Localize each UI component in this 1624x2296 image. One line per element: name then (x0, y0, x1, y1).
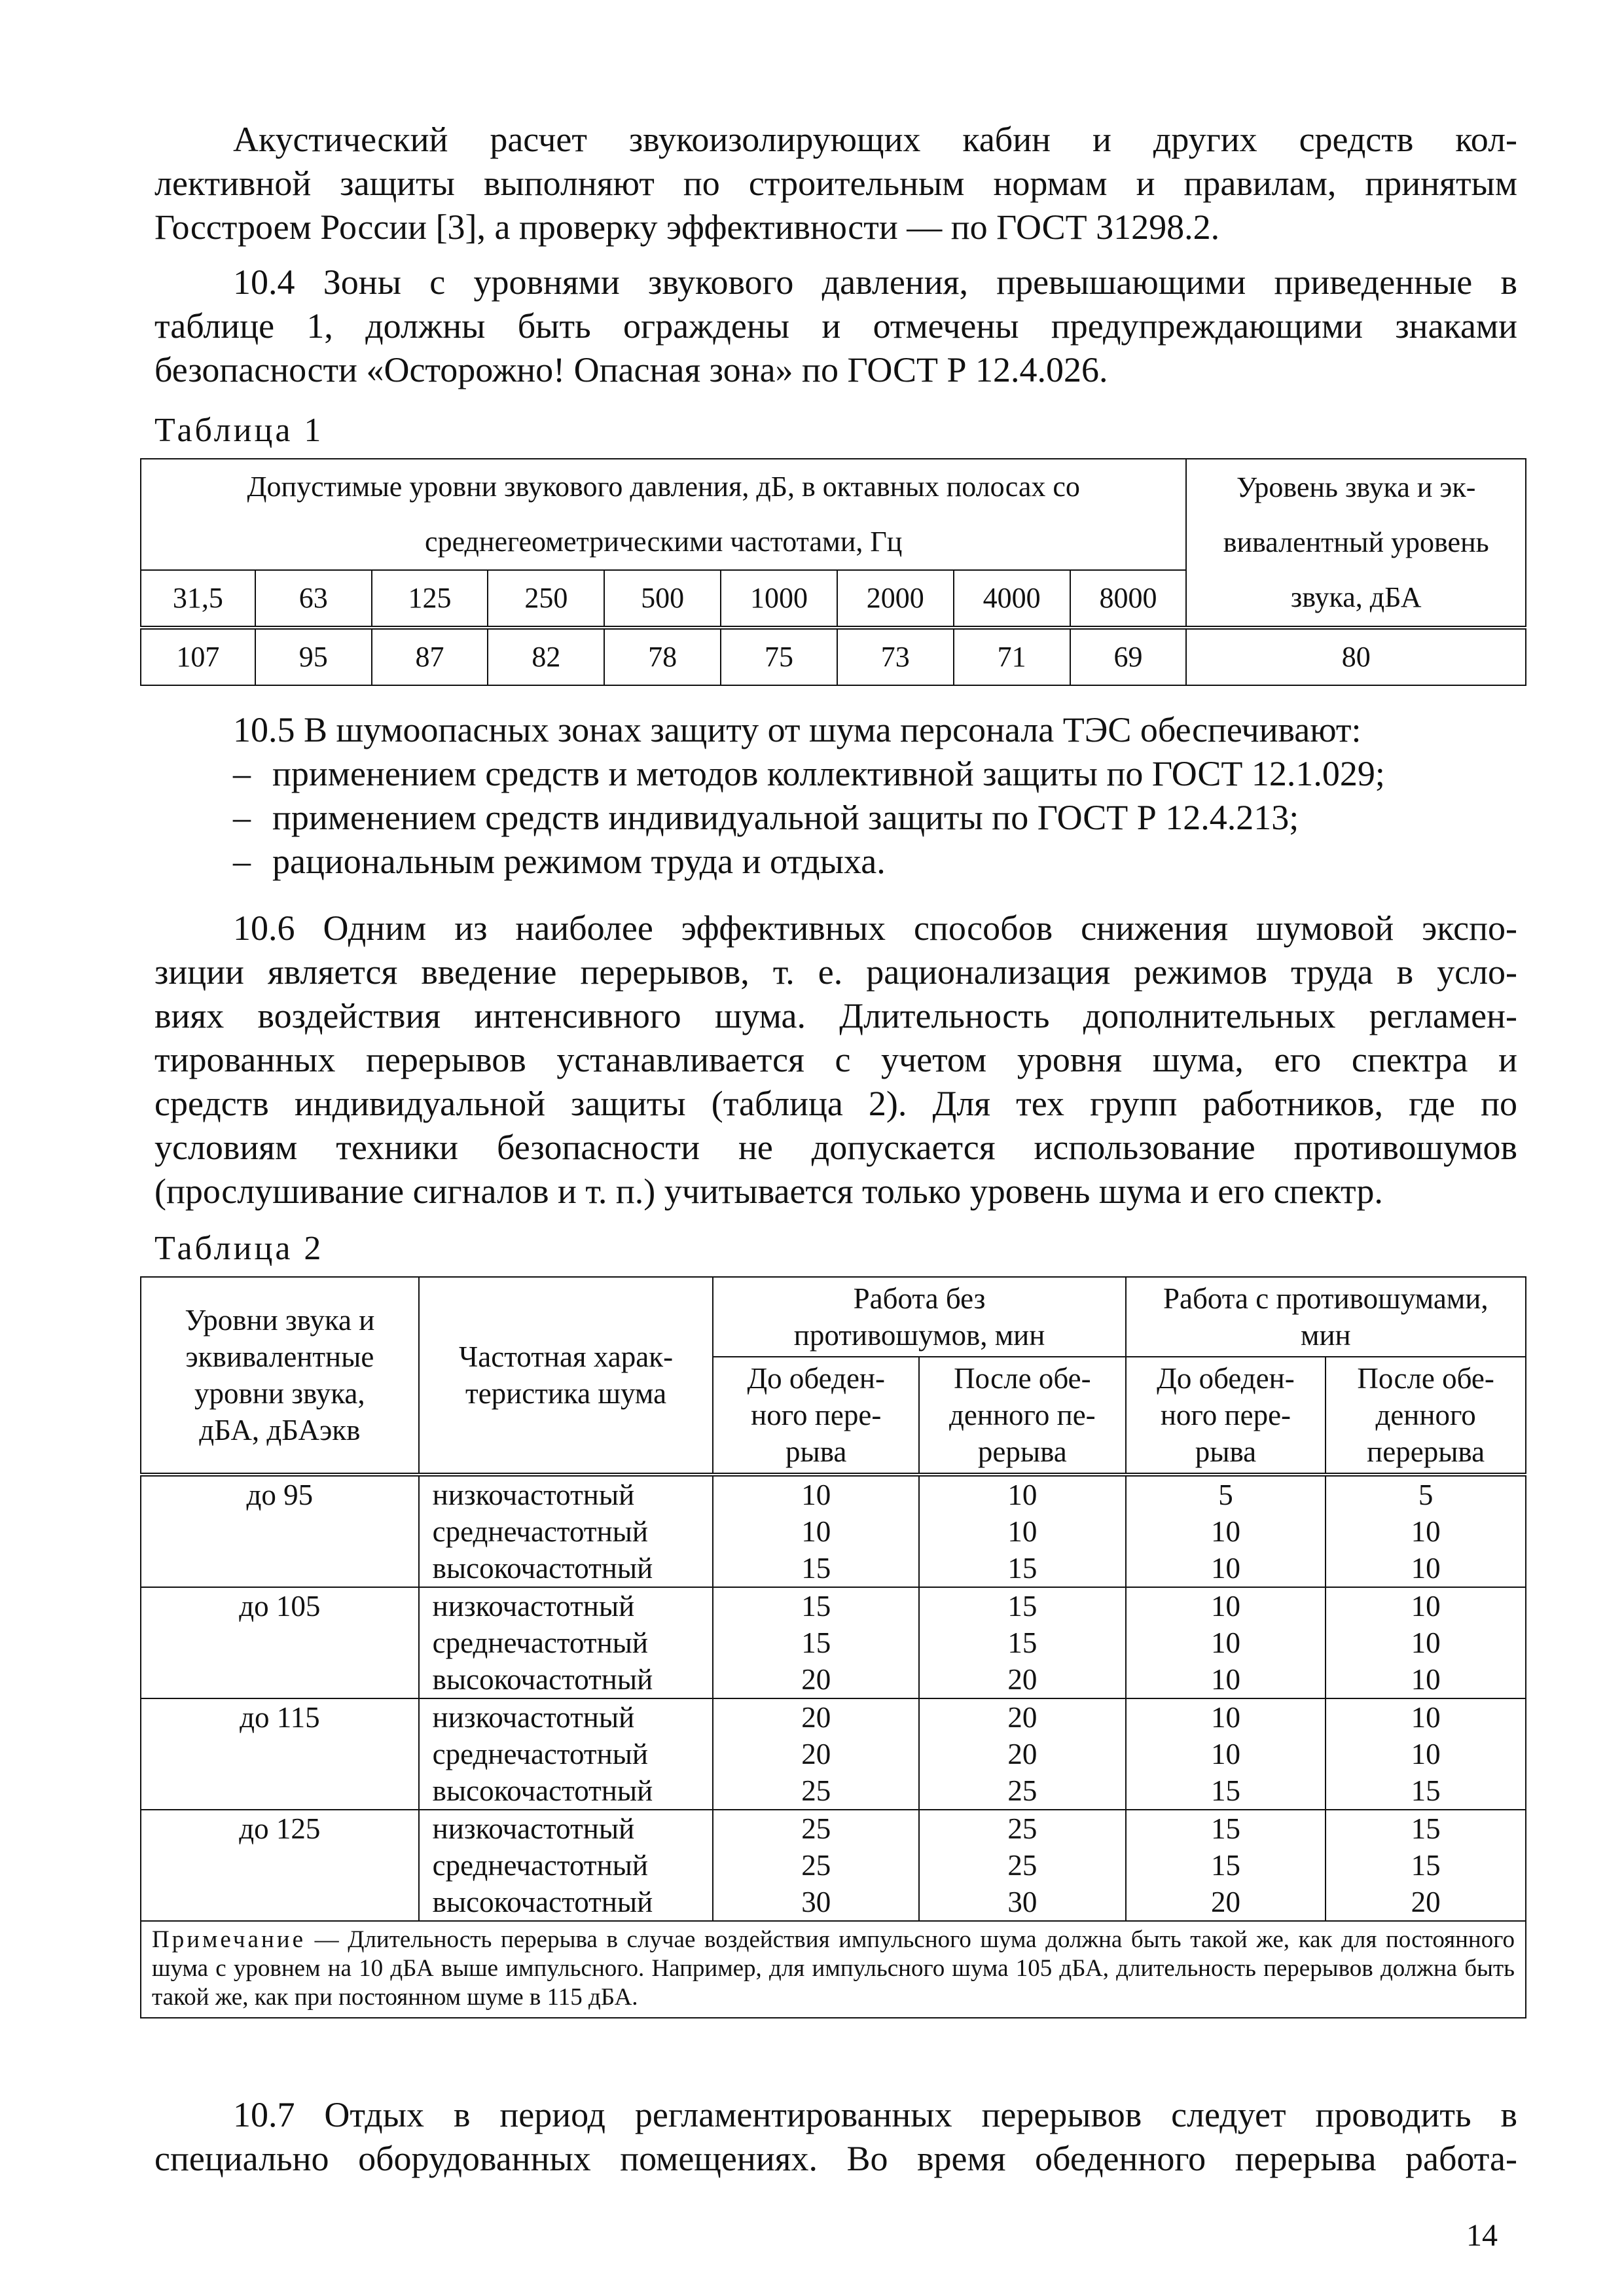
header-line: звука, дБА (1290, 581, 1422, 613)
value-cell: 15 (1126, 1772, 1326, 1810)
frequency-cell: 31,5 (141, 570, 255, 628)
value-cell: 10 (713, 1513, 919, 1550)
value-cell: 15 (919, 1550, 1126, 1587)
text-line: тированных перерывов устанавливается с учетом уровня шума, его спектра и (154, 1040, 1517, 1079)
value-cell: 15 (919, 1624, 1126, 1661)
text-line: 10.5 В шумоопасных зонах защиту от шума персонала ТЭС обеспечивают: (233, 710, 1362, 749)
type-cell: среднечастотный (419, 1847, 713, 1884)
value-cell: 10 (919, 1513, 1126, 1550)
table-1-header-left (141, 459, 1186, 570)
header-line: Уровень звука и эк- (1236, 471, 1476, 503)
level-cell: до 125 (141, 1810, 419, 1921)
header-line: После обе- (954, 1362, 1091, 1395)
text-line: Акустический расчет звукоизолирующих кабин и других средств кол- (233, 120, 1517, 159)
page-number: 14 (1466, 2218, 1498, 2253)
header-line: перерыва (1367, 1435, 1485, 1468)
text-line: 10.7 Отдых в период регламентированных перерывов следует проводить в (233, 2095, 1517, 2134)
type-cell: низкочастотный (419, 1475, 713, 1513)
header-line: До обеден- (747, 1362, 886, 1395)
header-line: рыва (1195, 1435, 1257, 1468)
value-cell: 15 (1326, 1772, 1526, 1810)
value-cell: 15 (713, 1550, 919, 1587)
value-cell: 20 (1326, 1884, 1526, 1921)
value-cell: 5 (1126, 1475, 1326, 1513)
value-cell: 20 (1126, 1884, 1326, 1921)
value-cell: 20 (919, 1698, 1126, 1736)
type-cell: высокочастотный (419, 1661, 713, 1698)
value-cell: 15 (713, 1624, 919, 1661)
dash-marker: – (233, 798, 251, 837)
text-line: зиции является введение перерывов, т. е. рационализация режимов труда в усло- (154, 952, 1517, 992)
value-cell: 25 (713, 1810, 919, 1847)
col-header-with-protection (1126, 1277, 1526, 1357)
sub-header-after-lunch (1326, 1357, 1526, 1475)
level-cell: до 95 (141, 1475, 419, 1587)
table-2-note (141, 1921, 1526, 2018)
text-line: 10.6 Одним из наиболее эффективных способов снижения шумовой экспо- (233, 908, 1517, 948)
value-cell: 78 (604, 628, 721, 685)
value-cell: 10 (1326, 1587, 1526, 1624)
frequency-cell: 500 (604, 570, 721, 628)
paragraph-10-4 (154, 260, 1517, 392)
paragraph-10-6 (154, 906, 1517, 1213)
table-row (141, 1587, 1526, 1624)
table-1-header-right (1186, 459, 1526, 628)
frequency-cell: 4000 (954, 570, 1070, 628)
dash-marker: – (233, 754, 251, 793)
value-cell: 15 (919, 1587, 1126, 1624)
value-cell: 15 (1126, 1810, 1326, 1847)
value-cell: 15 (1326, 1847, 1526, 1884)
value-cell: 69 (1070, 628, 1187, 685)
value-cell: 73 (837, 628, 954, 685)
type-cell: высокочастотный (419, 1550, 713, 1587)
list-item (233, 840, 1596, 884)
table-2 (140, 1276, 1526, 2018)
value-cell: 10 (713, 1475, 919, 1513)
text-line: безопасности «Осторожно! Опасная зона» по ГОСТ Р 12.4.026. (154, 350, 1108, 389)
header-line: эквивалентные (185, 1340, 374, 1373)
value-cell: 95 (255, 628, 372, 685)
header-line: рыва (785, 1435, 847, 1468)
dash-marker: – (233, 842, 251, 881)
paragraph-10-7 (154, 2093, 1517, 2181)
header-line: уровни звука, (194, 1377, 365, 1410)
header-line: вивалентный уровень (1223, 526, 1489, 558)
paragraph-acoustic-calc (154, 118, 1517, 249)
col-header-noise-type (419, 1277, 713, 1475)
type-cell: низкочастотный (419, 1587, 713, 1624)
type-cell: низкочастотный (419, 1810, 713, 1847)
value-cell: 10 (1126, 1624, 1326, 1661)
header-line: ного пере- (751, 1399, 882, 1431)
note-text: — Длительность перерыва в случае воздействия импульсного шума должна быть такой же, как для постоянного шума с уровнем на 10 дБА выше импульсного. Например, для импульсного шума 105 дБА, длительность перерывов должна быть такой же, как при постоянном шуме в 115 дБА. (152, 1926, 1515, 2011)
type-cell: среднечастотный (419, 1513, 713, 1550)
header-line: противошумов, мин (793, 1319, 1045, 1352)
sub-header-before-lunch (713, 1357, 919, 1475)
header-line: После обе- (1357, 1362, 1494, 1395)
table-1-caption: Таблица 1 (154, 412, 324, 449)
value-cell: 25 (919, 1772, 1126, 1810)
value-cell: 75 (721, 628, 837, 685)
table-1 (140, 458, 1526, 686)
value-cell: 10 (1126, 1661, 1326, 1698)
value-cell: 30 (713, 1884, 919, 1921)
value-cell: 25 (919, 1847, 1126, 1884)
value-cell: 5 (1326, 1475, 1526, 1513)
text-line: условиям техники безопасности не допускается использование противошумов (154, 1128, 1517, 1167)
value-cell: 82 (488, 628, 604, 685)
header-line: Частотная харак- (459, 1340, 674, 1373)
text-line: таблице 1, должны быть ограждены и отмечены предупреждающими знаками (154, 306, 1517, 346)
value-cell: 25 (919, 1810, 1126, 1847)
value-cell: 15 (1126, 1847, 1326, 1884)
text-line: (прослушивание сигналов и т. п.) учитывается только уровень шума и его спектр. (154, 1172, 1383, 1211)
value-cell: 20 (919, 1736, 1126, 1772)
value-cell: 10 (1326, 1736, 1526, 1772)
value-cell: 10 (1326, 1624, 1526, 1661)
text-line: виях воздействия интенсивного шума. Длительность дополнительных регламен- (154, 996, 1517, 1035)
header-line: денного (1375, 1399, 1476, 1431)
frequency-cell: 8000 (1070, 570, 1187, 628)
header-line: Уровни звука и (185, 1304, 375, 1336)
table-row (141, 1810, 1526, 1847)
text-line: средств индивидуальной защиты (таблица 2). Для тех групп работников, где по (154, 1084, 1517, 1123)
table-row (141, 1475, 1526, 1513)
type-cell: высокочастотный (419, 1772, 713, 1810)
frequency-cell: 63 (255, 570, 372, 628)
table-2-caption: Таблица 2 (154, 1230, 324, 1267)
type-cell: среднечастотный (419, 1736, 713, 1772)
header-line: Работа без (853, 1282, 986, 1315)
header-line: Работа с противошумами, (1163, 1282, 1489, 1315)
value-cell: 10 (1126, 1513, 1326, 1550)
text-line: специально оборудованных помещениях. Во время обеденного перерыва работа- (154, 2139, 1517, 2178)
col-header-level (141, 1277, 419, 1475)
value-cell: 25 (713, 1772, 919, 1810)
col-header-without-protection (713, 1277, 1125, 1357)
list-item (233, 752, 1596, 796)
sub-header-before-lunch (1126, 1357, 1326, 1475)
frequency-cell: 2000 (837, 570, 954, 628)
text-line: 10.4 Зоны с уровнями звукового давления, превышающими приведенные в (233, 262, 1517, 302)
value-cell: 30 (919, 1884, 1126, 1921)
paragraph-10-5 (154, 708, 1517, 752)
list-item (233, 796, 1596, 840)
header-line: теристика шума (465, 1377, 667, 1410)
list-item-text: применением средств индивидуальной защиты по ГОСТ Р 12.4.213; (272, 798, 1299, 837)
value-cell: 10 (1326, 1513, 1526, 1550)
sub-header-after-lunch (919, 1357, 1126, 1475)
value-cell: 87 (372, 628, 488, 685)
type-cell: высокочастотный (419, 1884, 713, 1921)
table-row (141, 1698, 1526, 1736)
header-line: мин (1301, 1319, 1351, 1352)
header-line: денного пе- (949, 1399, 1096, 1431)
type-cell: среднечастотный (419, 1624, 713, 1661)
value-cell: 10 (1326, 1698, 1526, 1736)
level-cell: до 105 (141, 1587, 419, 1698)
value-cell: 71 (954, 628, 1070, 685)
frequency-cell: 125 (372, 570, 488, 628)
value-cell: 20 (713, 1698, 919, 1736)
header-line: ного пере- (1160, 1399, 1291, 1431)
header-line: рерыва (977, 1435, 1067, 1468)
text-line: лективной защиты выполняют по строительным нормам и правилам, принятым (154, 164, 1517, 203)
value-cell: 10 (1126, 1736, 1326, 1772)
header-line: Допустимые уровни звукового давления, дБ, в октавных полосах со (247, 471, 1080, 503)
level-value-cell: 80 (1186, 628, 1526, 685)
list-item-text: применением средств и методов коллективной защиты по ГОСТ 12.1.029; (272, 754, 1385, 793)
value-cell: 10 (1326, 1550, 1526, 1587)
text-line: Госстроем России [3], а проверку эффективности — по ГОСТ 31298.2. (154, 207, 1220, 247)
bullet-list (233, 752, 1596, 884)
value-cell: 15 (713, 1587, 919, 1624)
value-cell: 107 (141, 628, 255, 685)
frequency-cell: 1000 (721, 570, 837, 628)
header-line: среднегеометрическими частотами, Гц (425, 526, 903, 558)
level-cell: до 115 (141, 1698, 419, 1810)
value-cell: 10 (1126, 1587, 1326, 1624)
type-cell: низкочастотный (419, 1698, 713, 1736)
value-cell: 10 (1326, 1661, 1526, 1698)
header-line: До обеден- (1157, 1362, 1295, 1395)
list-item-text: рациональным режимом труда и отдыха. (272, 842, 886, 881)
header-line: дБА, дБАэкв (199, 1414, 361, 1446)
frequency-cell: 250 (488, 570, 604, 628)
value-cell: 20 (713, 1736, 919, 1772)
value-cell: 10 (1126, 1698, 1326, 1736)
value-cell: 10 (1126, 1550, 1326, 1587)
value-cell: 20 (713, 1661, 919, 1698)
value-cell: 10 (919, 1475, 1126, 1513)
value-cell: 15 (1326, 1810, 1526, 1847)
value-cell: 20 (919, 1661, 1126, 1698)
value-cell: 25 (713, 1847, 919, 1884)
note-label: Примечание (152, 1926, 306, 1953)
